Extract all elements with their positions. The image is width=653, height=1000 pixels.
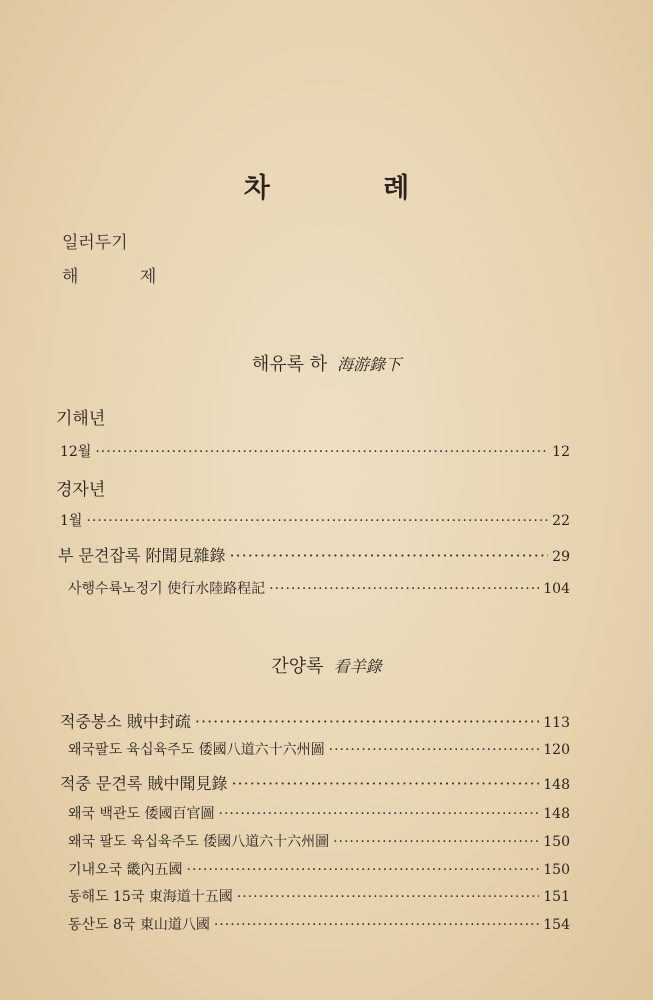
toc-entry-sahaeng[interactable] <box>68 578 570 598</box>
toc-entry-page: 154 <box>543 917 570 933</box>
toc-entry-page: 22 <box>552 513 570 529</box>
leader-dots <box>229 546 548 565</box>
toc-entry-waeguk-paldo-1[interactable] <box>68 739 570 759</box>
toc-entry-page: 29 <box>552 549 570 565</box>
toc-entry-jeokjung-mungyeon[interactable] <box>60 771 570 794</box>
toc-entry-dongsando[interactable] <box>68 914 570 934</box>
toc-entry-label: 1월 <box>60 513 83 529</box>
toc-entry-label: 동해도 15국 東海道十五國 <box>68 889 233 905</box>
leader-dots <box>231 774 539 793</box>
toc-entry-ginae-ohguk[interactable] <box>68 859 570 879</box>
leader-dots <box>329 742 540 758</box>
leader-dots <box>187 862 540 878</box>
intro-item-commentary[interactable]: 해 제 <box>62 267 185 287</box>
toc-entry-waeguk-baekgwan[interactable] <box>68 803 570 823</box>
section-heading-hanja: 看羊錄 <box>333 657 382 676</box>
section-heading-haeyurok <box>0 350 653 376</box>
toc-entry-label: 기내오국 畿內五國 <box>68 862 183 878</box>
toc-entry-label: 왜국 팔도 육십육주도 倭國八道六十六州圖 <box>68 834 330 850</box>
toc-entry-appendix-mungyeon[interactable] <box>58 543 570 566</box>
toc-entry-january[interactable] <box>60 510 570 530</box>
leader-dots <box>219 806 540 822</box>
year-heading-gyeongja: 경자년 <box>56 480 106 500</box>
leader-dots <box>214 917 539 933</box>
toc-entry-waeguk-paldo-2[interactable] <box>68 831 570 851</box>
intro-item-notes[interactable]: 일러두기 <box>62 233 128 253</box>
leader-dots <box>86 513 548 529</box>
toc-entry-label: 부 문견잡록 附聞見雜錄 <box>58 546 226 565</box>
section-heading-ganyangrok <box>0 652 653 678</box>
toc-entry-label: 동산도 8국 東山道八國 <box>68 917 210 933</box>
leader-dots <box>95 444 548 460</box>
toc-entry-december[interactable] <box>60 441 570 461</box>
toc-entry-page: 148 <box>543 806 570 822</box>
toc-entry-label: 적중 문견록 賊中聞見錄 <box>60 774 228 793</box>
toc-entry-jeokjung-bongso[interactable] <box>60 709 570 732</box>
toc-entry-page: 150 <box>543 862 570 878</box>
page-title: 차 례 <box>243 173 462 204</box>
toc-entry-label: 적중봉소 賊中封疏 <box>60 712 191 731</box>
toc-entry-label: 왜국팔도 육십육주도 倭國八道六十六州圖 <box>68 742 325 758</box>
toc-entry-page: 151 <box>543 889 570 905</box>
toc-entry-page: 113 <box>543 715 570 731</box>
leader-dots <box>333 834 539 850</box>
toc-entry-label: 왜국 백관도 倭國百官圖 <box>68 806 215 822</box>
section-heading-text: 해유록 하 <box>251 354 328 375</box>
toc-entry-page: 120 <box>543 742 570 758</box>
year-heading-gihae: 기해년 <box>56 409 106 429</box>
section-heading-text: 간양록 <box>271 656 324 677</box>
toc-entry-page: 12 <box>552 444 570 460</box>
toc-entry-page: 148 <box>543 777 570 793</box>
toc-entry-page: 104 <box>543 581 570 597</box>
section-heading-hanja: 海游錄下 <box>337 355 402 374</box>
toc-entry-label: 사행수륙노정기 使行水陸路程記 <box>68 581 266 597</box>
leader-dots <box>237 889 539 905</box>
leader-dots <box>195 712 539 731</box>
toc-entry-donghaedo[interactable] <box>68 886 570 906</box>
leader-dots <box>269 581 539 597</box>
toc-entry-label: 12월 <box>60 444 92 460</box>
toc-entry-page: 150 <box>543 834 570 850</box>
